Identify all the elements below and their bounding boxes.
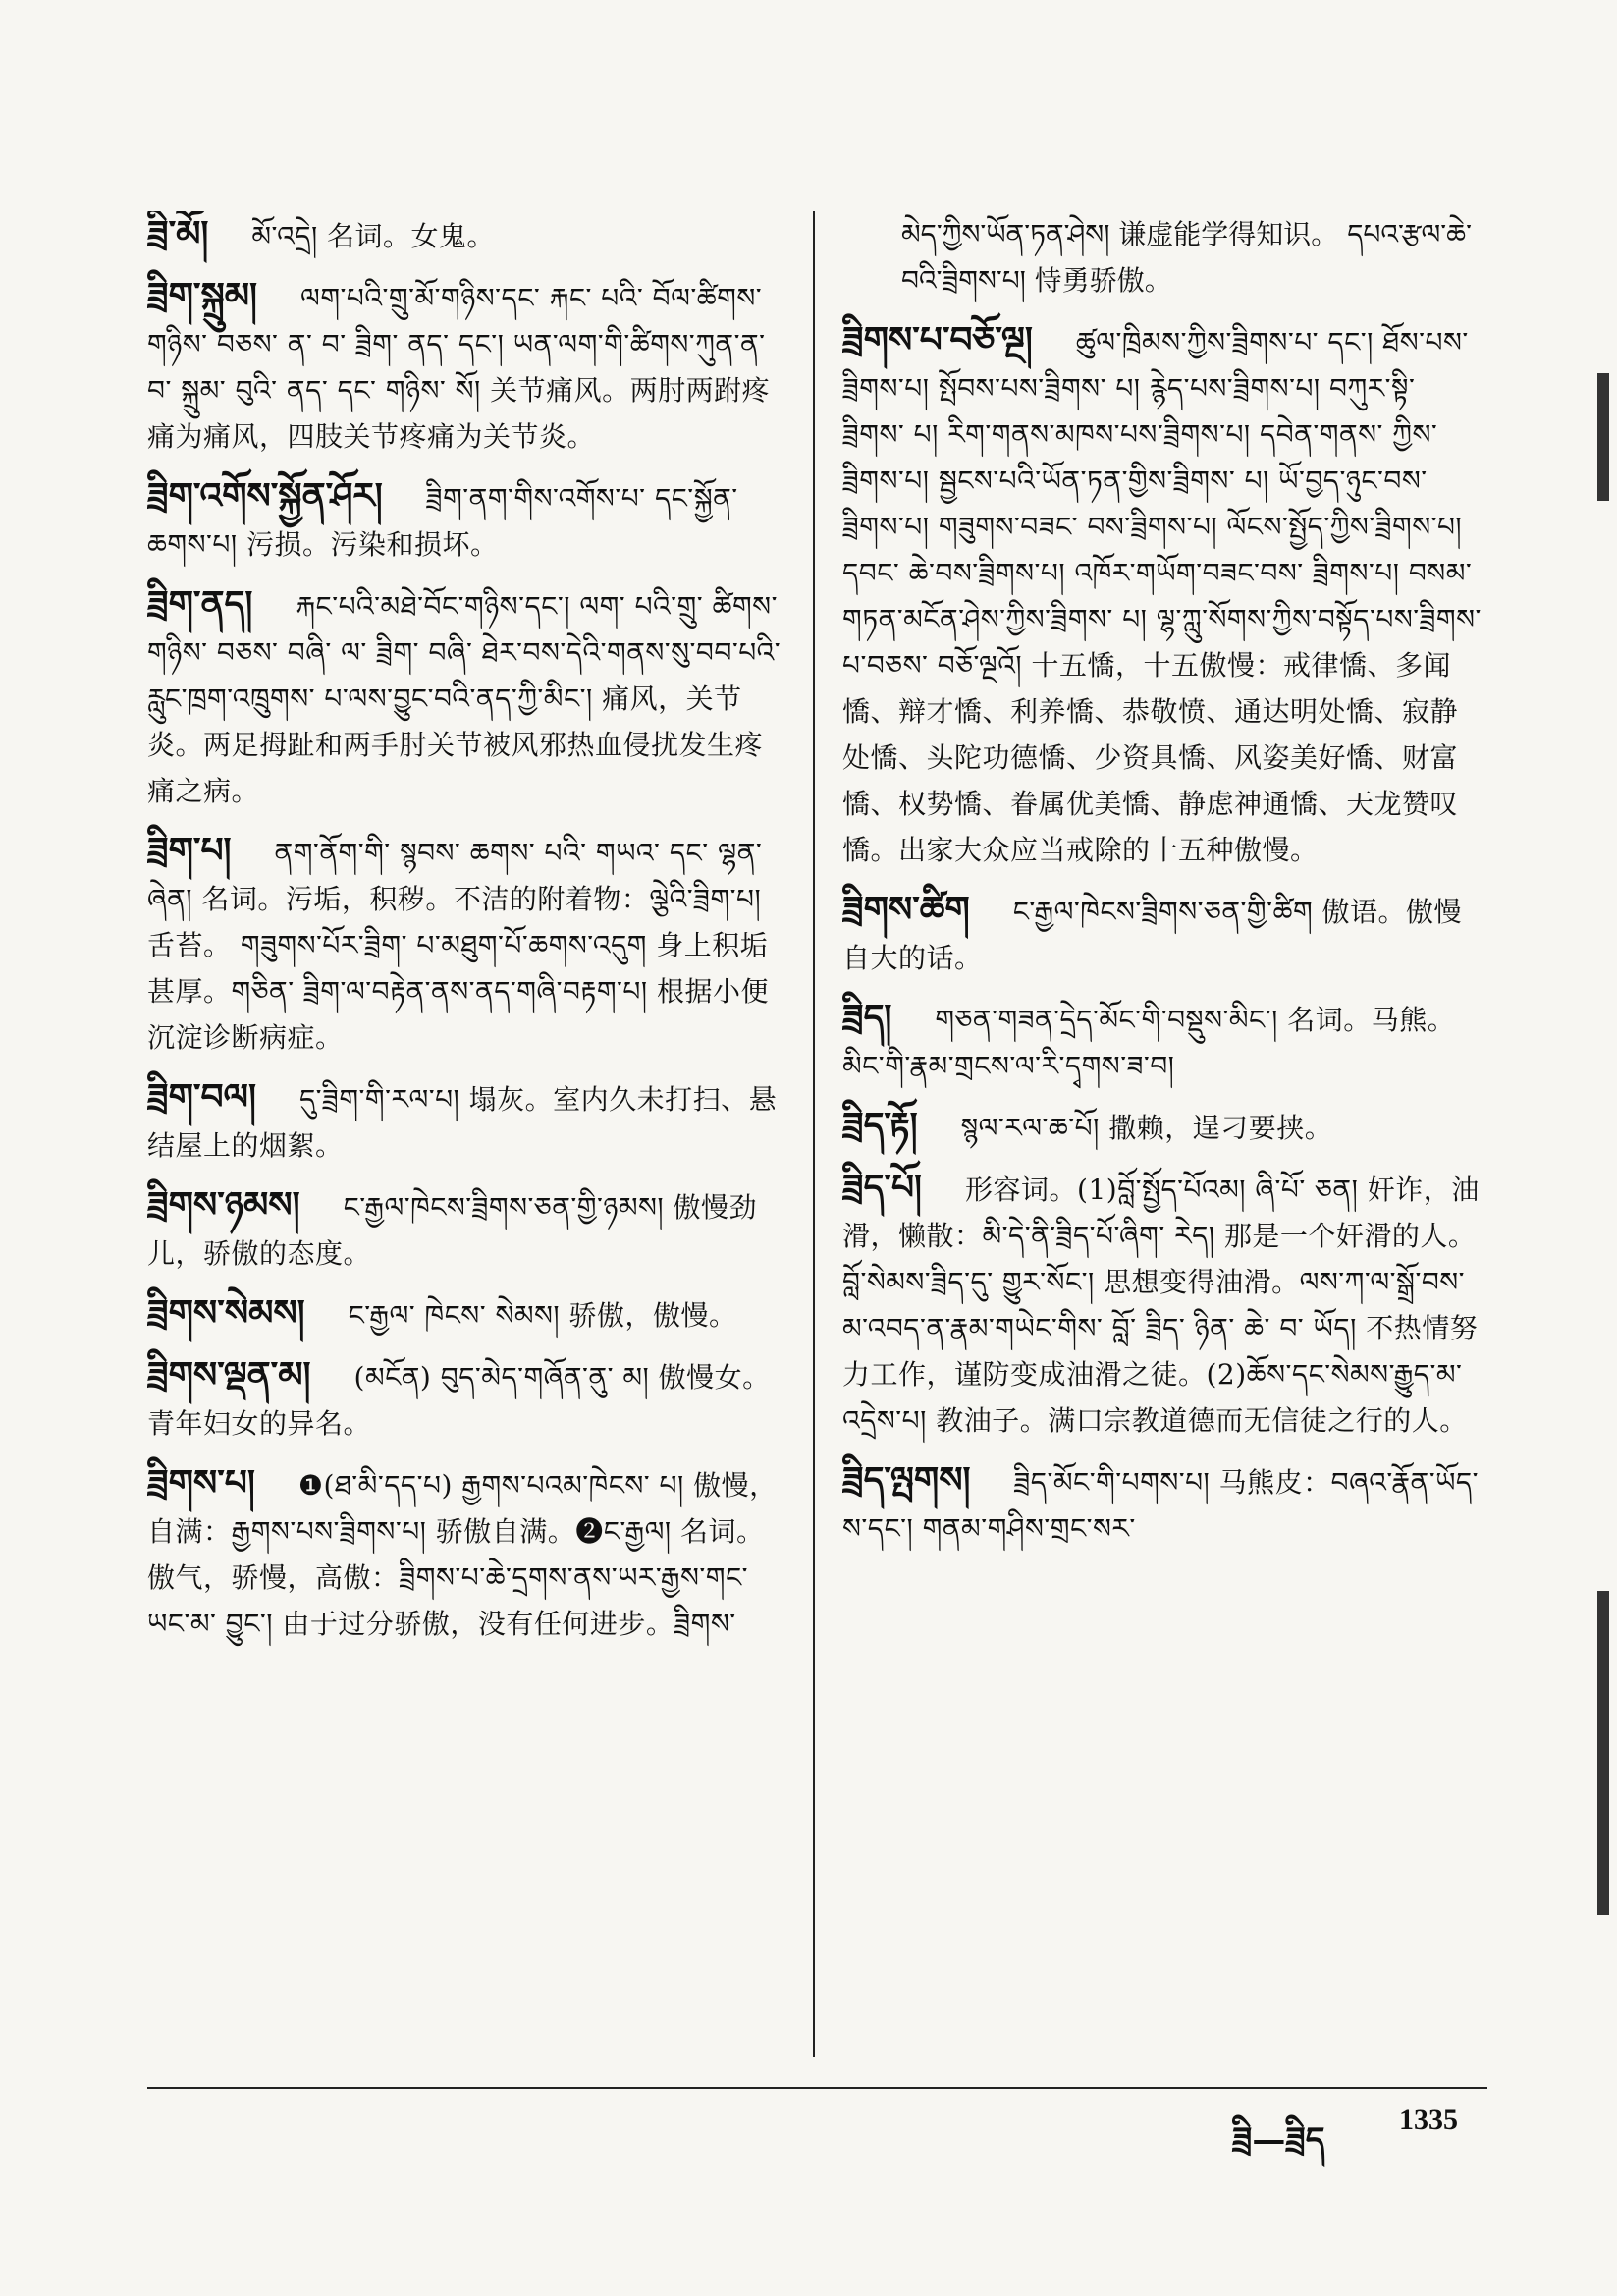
dictionary-entry — [147, 828, 785, 1061]
entry-headword: ཟྲིད་རྟོ། — [842, 1105, 918, 1146]
entry-headword: ཟྲིག་ནད། — [147, 583, 253, 625]
edge-mark — [1597, 1591, 1609, 1915]
entry-definition: གཅན་གཟན་དྲེད་མོང་གི་བསྡུས་མིང་། 名词。马熊。མིང་གི་རྣམ་གྲངས་ལ་རི་དྭགས་ཟ་བ། — [842, 1004, 1456, 1082]
dictionary-entry — [147, 273, 785, 460]
entry-definition: མོ་འདྲེ། 名词。女鬼。 — [251, 220, 496, 252]
entry-definition: ཟྲིད་མོང་གི་པགས་པ། 马熊皮：བཞའ་རྣོན་ཡོད་ས་དང་། གནམ་གཤིས་གྲང་སར་ — [842, 1466, 1479, 1545]
entry-definition: ❶(ཐ་མི་དད་པ) རྒྱགས་པའམ་ཁེངས་ པ། 傲慢，自满：རྒྱགས་པས་ཟྲིགས་པ། 骄傲自满。❷ང་རྒྱལ། 名词。傲气，骄慢，高傲：ཟྲིགས་པ་ཆེ་དྲགས་ནས་ཡར་རྒྱས་གང་ཡང་མ་ བྱུང་། 由于过分骄傲，没有任何进步。ཟྲིགས་ — [147, 1469, 778, 1640]
dictionary-entry — [842, 1165, 1485, 1444]
entry-headword: ཟྲིག་འགོས་སྐྱོན་ཤོར། — [147, 475, 383, 517]
entry-headword: ཟྲིག་པ། — [147, 830, 232, 871]
entry-definition: (མངོན) བུད་མེད་གཞོན་ནུ་ མ། 傲慢女。青年妇女的异名。 — [147, 1361, 771, 1440]
entry-headword: ཟྲིད་ལྤགས། — [842, 1459, 971, 1501]
footer-rule — [147, 2087, 1487, 2089]
dictionary-entry — [842, 887, 1485, 981]
entry-headword: ཟྲིགས་པ་བཅོ་ལྔ། — [842, 319, 1033, 360]
entry-definition: མེད་ཀྱིས་ཡོན་ཏན་ཤེས། 谦虚能学得知识。 དཔའ་རྩལ་ཆེ་བའི་ཟྲིགས་པ། 恃勇骄傲。 — [901, 218, 1472, 297]
right-column — [842, 211, 1485, 2077]
dictionary-entry — [147, 1074, 785, 1169]
entry-headword: ཟྲིགས་ཉམས། — [147, 1184, 300, 1226]
entry-headword: ཟྲིགས་པ། — [147, 1462, 255, 1503]
dictionary-entry — [147, 1182, 785, 1277]
dictionary-entry — [842, 1457, 1485, 1552]
entry-definition: ང་རྒྱལ་ཁེངས་ཟྲིགས་ཅན་གྱི་ཉམས། 傲慢劲儿，骄傲的态度。 — [147, 1191, 757, 1270]
entry-definition: ལག་པའི་གྲུ་མོ་གཉིས་དང་ རྐང་ པའི་ བོལ་ཚིགས་ གཉིས་ བཅས་ ན་ བ་ ཟྲིག་ ནད་ དང་། ཡན་ལག་གི་ཚིགས་ཀུན་ན་བ་ སྐྲུམ་ བུའི་ ནད་ དང་ གཉིས་ སོ། 关节痛风。两肘两跗疼痛为痛风，四肢关节疼痛为关节炎。 — [147, 282, 771, 453]
dictionary-entry — [842, 317, 1485, 873]
dictionary-entry — [147, 211, 785, 259]
entry-definition: རྐང་པའི་མཐེ་བོང་གཉིས་དང་། ལག་ པའི་གྲུ་ ཚིགས་ གཉིས་ བཅས་ བཞི་ ལ་ ཟྲིག་ བཞི་ ཐེར་བས་དེའི་གནས་སུ་བབ་པའི་རླུང་ཁྲག་འཁྲུགས་ པ་ལས་བྱུང་བའི་ནད་ཀྱི་མིང་། 痛风，关节炎。两足拇趾和两手肘关节被风邪热血侵扰发生疼痛之病。 — [147, 590, 782, 807]
entry-headword: ཟྲིགས་ལྡན་མ། — [147, 1354, 311, 1395]
entry-definition: ཚུལ་ཁྲིམས་ཀྱིས་ཟྲིགས་པ་ དང་། ཐོས་པས་ཟྲིགས་པ། སྤོབས་པས་ཟྲིགས་ པ། རྙེད་པས་ཟྲིགས་པ། བཀུར་སྟི་ ཟྲིགས་ པ། རིག་གནས་མཁས་པས་ཟྲིགས་པ། དབེན་གནས་ ཀྱིས་ཟྲིགས་པ། སྦྱངས་པའི་ཡོན་ཏན་གྱིས་ཟྲིགས་ པ། ཡོ་བྱད་ཉུང་བས་ཟྲིགས་པ། གཟུགས་བཟང་ བས་ཟྲིགས་པ། ལོངས་སྤྱོད་ཀྱིས་ཟྲིགས་པ། དབང་ ཆེ་བས་ཟྲིགས་པ། འཁོར་གཡོག་བཟང་བས་ ཟྲིགས་པ། བསམ་གཏན་མངོན་ཤེས་ཀྱིས་ཟྲིགས་ པ། ལྷ་ཀླུ་སོགས་ཀྱིས་བསྟོད་པས་ཟྲིགས་པ་བཅས་ བཅོ་ལྔའོ། 十五憍，十五傲慢：戒律憍、多闻憍、辩才憍、利养憍、恭敬愤、通达明处憍、寂静处憍、头陀功德憍、少资具憍、风姿美好憍、财富憍、权势憍、眷属优美憍、静虑神通憍、天龙赞叹憍。出家大众应当戒除的十五种傲慢。 — [842, 326, 1482, 866]
entry-headword: ཟྲིད་པོ། — [842, 1167, 923, 1208]
dictionary-entry — [147, 581, 785, 814]
entry-headword: ཟྲི་མོ། — [147, 213, 209, 254]
entry-definition: ཟྲིག་ནག་གིས་འགོས་པ་ དང་སྐྱོན་ཆགས་པ། 污损。污染和损坏。 — [147, 482, 738, 561]
entry-headword: ཟྲིགས་སེམས། — [147, 1292, 305, 1334]
dictionary-entry — [147, 1352, 785, 1447]
entry-headword: ཟྲིད། — [842, 997, 892, 1038]
dictionary-entry — [147, 473, 785, 568]
column-divider — [813, 211, 815, 2057]
entry-headword: ཟྲིག་བལ། — [147, 1076, 256, 1118]
footer-entry-range: ཟྲི—ཟྲིད — [1232, 2120, 1325, 2159]
dictionary-entry — [842, 211, 1485, 303]
left-column — [147, 211, 785, 2077]
edge-mark — [1597, 373, 1609, 501]
entry-definition: དུ་ཟྲིག་གི་རལ་པ། 塌灰。室内久未打扫、悬结屋上的烟絮。 — [147, 1083, 778, 1162]
entry-headword: ཟྲིགས་ཚིག — [842, 889, 970, 930]
dictionary-entry — [147, 1290, 785, 1339]
dictionary-entry — [842, 995, 1485, 1089]
dictionary-entry — [147, 1460, 785, 1647]
entry-headword: ཟྲིག་སྐྲུམ། — [147, 275, 258, 316]
entry-definition: ནག་ནོག་གི་ སྙབས་ ཆགས་ པའི་ གཡའ་ དང་ ལྷན་ ཞེན། 名词。污垢，积秽。不洁的附着物：ལྕེའི་ཟྲིག་པ། 舌苔。 གཟུགས་པོར་ཟྲིག་ པ་མཐུག་པོ་ཆགས་འདུག 身上积垢甚厚。གཅིན་ ཟྲིག་ལ་བརྟེན་ནས་ནད་གཞི་བརྟག་པ། 根据小便沉淀诊断病症。 — [147, 837, 769, 1054]
entry-definition: སྙལ་རལ་ཆ་པོ། 撒赖，逞刁要挟。 — [960, 1112, 1333, 1144]
entry-definition: 形容词。(1)བློ་སྤྱོད་པོའམ། ཞི་པོ་ ཅན། 奸诈，油滑，懒散：མི་དེ་ནི་ཟྲིད་པོ་ཞིག་ རེད། 那是一个奸滑的人。 བློ་སེམས་ཟྲིད་དུ་ གྱུར་སོང་། 思想变得油滑。ལས་ཀ་ལ་སྒྲོ་བས་ མ་འབད་ན་རྣམ་གཡེང་གིས་ བློ་ ཟྲིད་ ཉིན་ ཆེ་ བ་ ཡོད། 不热情努力工作，谨防变成油滑之徒。(2)ཆོས་དང་སེམས་རྒྱུད་མ་འདྲེས་པ། 教油子。满口宗教道德而无信徒之行的人。 — [842, 1174, 1480, 1437]
entry-definition: ང་རྒྱལ་ཁེངས་ཟྲིགས་ཅན་གྱི་ཚིག 傲语。傲慢自大的话。 — [842, 896, 1463, 974]
page-number: 1335 — [1399, 2104, 1458, 2136]
scan-edge-marks — [1578, 59, 1617, 2296]
entry-definition: ང་རྒྱལ་ ཁེངས་ སེམས། 骄傲，傲慢。 — [348, 1299, 737, 1332]
dictionary-entry — [842, 1103, 1485, 1151]
